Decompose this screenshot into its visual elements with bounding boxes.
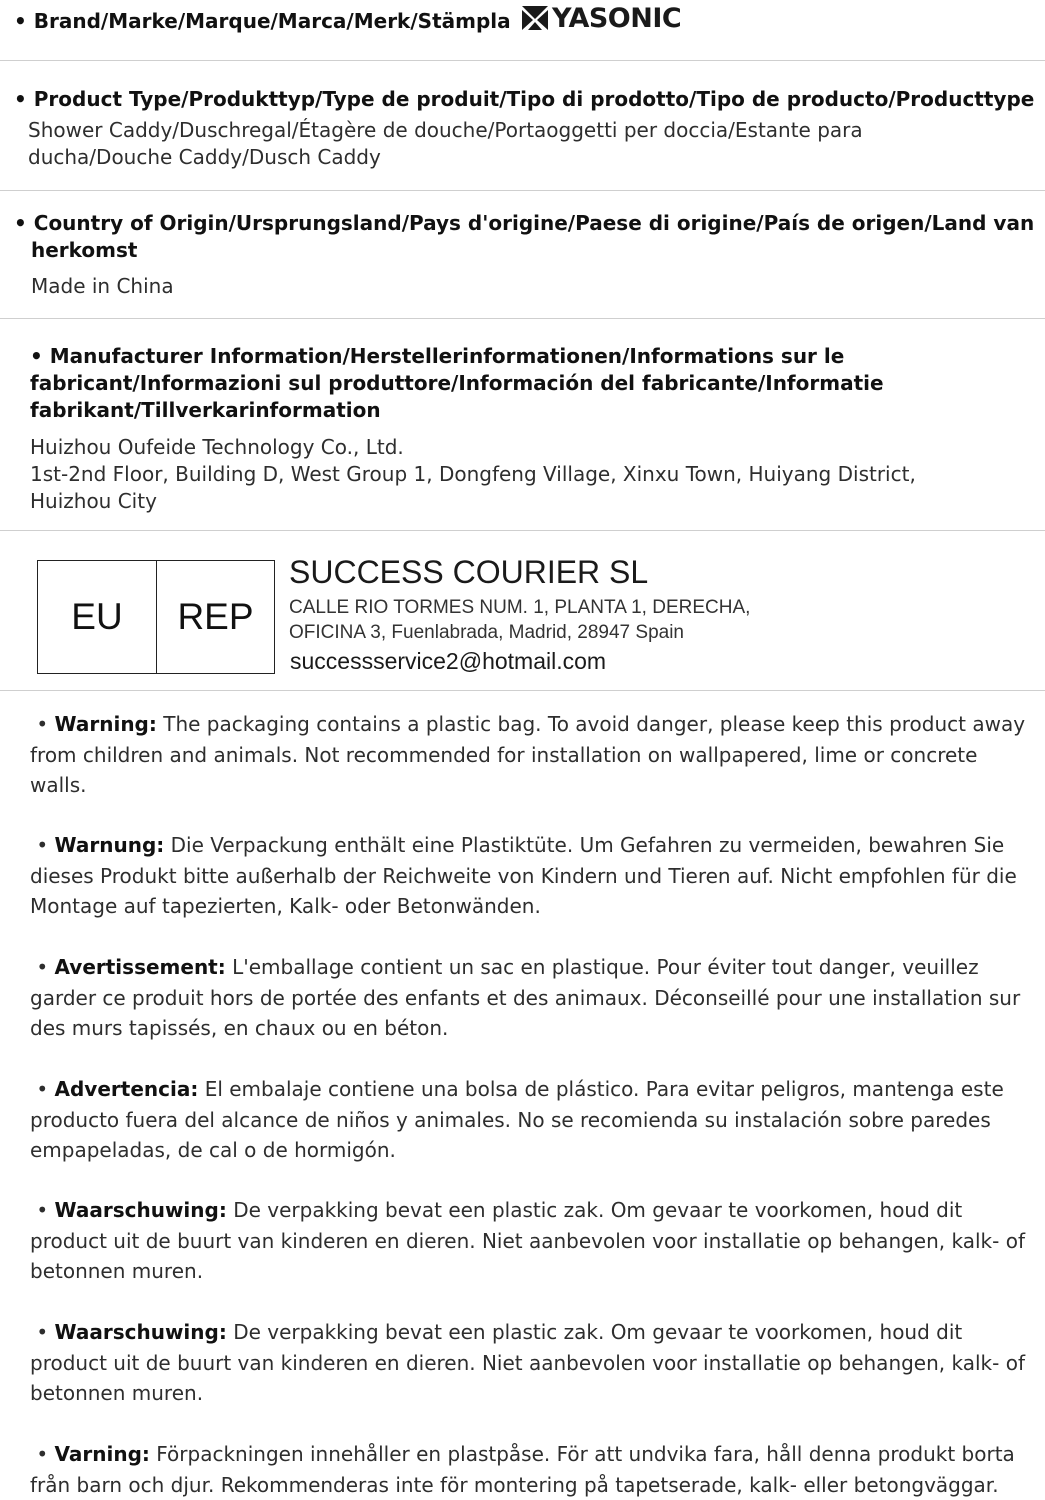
warning-label: Avertissement: [54,955,226,979]
brand-label: Brand/Marke/Marque/Marca/Merk/Stämpla [33,8,511,33]
divider [0,318,1045,319]
warning-es [30,1074,1030,1166]
warning-label: Advertencia: [54,1077,199,1101]
bullet: • [36,1442,49,1466]
manufacturer-address-line1: 1st-2nd Floor, Building D, West Group 1, Dongfeng Village, Xinxu Town, Huiyang District, [30,462,916,486]
eu-rep-address-line2: OFICINA 3, Fuenlabrada, Madrid, 28947 Spain [289,622,685,643]
eu-rep-address-line1: CALLE RIO TORMES NUM. 1, PLANTA 1, DERECHA, [289,597,751,618]
warning-text: De verpakking bevat een plastic zak. Om gevaar te voorkomen, houd dit product uit de buurt van kinderen en dieren. Niet aanbevolen voor installatie op behangen, kalk- of betonnen muren. [30,1198,1025,1283]
bullet: • [36,833,49,857]
bullet: • [36,1077,49,1101]
product-type-label: Product Type/Produkttyp/Type de produit/Tipo di prodotto/Tipo de producto/Producttype [33,87,1035,111]
manufacturer-section [30,343,1045,515]
divider [0,530,1045,531]
warning-nl-repeat [30,1317,1030,1409]
origin-section [14,210,1045,300]
warning-text: De verpakking bevat een plastic zak. Om gevaar te voorkomen, houd dit product uit de buurt van kinderen en dieren. Niet aanbevolen voor installatie op behangen, kalk- of betonnen muren. [30,1320,1025,1405]
warning-text: Die Verpackung enthält eine Plastiktüte. Um Gefahren zu vermeiden, bewahren Sie dieses Produkt bitte außerhalb der Reichweite von Kindern und Tieren auf. Nicht empfohlen für die Montage auf tapezierten, Kalk- oder Betonwänden. [30,833,1017,918]
brand-logo [522,3,681,33]
warning-text: Förpackningen innehåller en plastpåse. För att undvika fara, håll denna produkt borta från barn och djur. Rekommenderas inte för montering på tapetserade, kalk- eller betongväggar. [30,1442,1015,1497]
product-type-section [14,86,1045,171]
manufacturer-name: Huizhou Oufeide Technology Co., Ltd. [30,435,404,459]
warning-label: Varning: [54,1442,150,1466]
warning-label: Warning: [54,712,157,736]
warning-sv [30,1439,1030,1500]
warning-de [30,830,1030,922]
bullet: • [36,1198,49,1222]
warning-label: Waarschuwing: [54,1198,227,1222]
origin-label-line1: Country of Origin/Ursprungsland/Pays d'origine/Paese di origine/País de origen/Land van [33,211,1035,235]
bullet: • [14,8,27,33]
bullet: • [14,211,27,235]
product-type-value-line1: Shower Caddy/Duschregal/Étagère de douche/Portaoggetti per doccia/Estante para [28,118,863,142]
eu-rep-email: successservice2@hotmail.com [290,648,607,674]
warning-label: Waarschuwing: [54,1320,227,1344]
eu-rep-box-right: REP [177,596,254,637]
manufacturer-label-line1: Manufacturer Information/Herstellerinformationen/Informations sur le [49,344,845,368]
warning-fr [30,952,1030,1044]
product-type-value-line2: ducha/Douche Caddy/Dusch Caddy [28,145,381,169]
divider [0,190,1045,191]
eu-rep-company: SUCCESS COURIER SL [289,554,649,590]
eu-rep-box [37,560,275,674]
bullet: • [36,1320,49,1344]
warning-nl [30,1195,1030,1287]
warning-text: L'emballage contient un sac en plastique. Pour éviter tout danger, veuillez garder ce produit hors de portée des enfants et des animaux. Déconseillé pour une installation sur des murs tapissés, en chaux ou en béton. [30,955,1021,1040]
bullet: • [14,87,27,111]
warning-text: The packaging contains a plastic bag. To avoid danger, please keep this product away from children and animals. Not recommended for installation on wallpapered, lime or concrete walls. [30,712,1026,797]
origin-value: Made in China [31,274,174,298]
brand-row [14,4,511,38]
bullet: • [36,712,49,736]
eu-rep-box-left: EU [38,561,157,673]
bullet: • [30,344,43,368]
manufacturer-address-line2: Huizhou City [30,489,157,513]
divider [0,60,1045,61]
warning-label: Warnung: [54,833,165,857]
manufacturer-label-line3: fabrikant/Tillverkarinformation [30,398,381,422]
logo-text: YASONIC [552,2,682,34]
eu-rep-address [289,595,750,645]
divider [0,690,1045,691]
warning-text: El embalaje contiene una bolsa de plástico. Para evitar peligros, mantenga este producto fuera del alcance de niños y animales. No se recomienda su instalación sobre paredes empapeladas, de cal o de hormigón. [30,1077,1004,1162]
warning-en [30,709,1030,801]
yasonic-logo-icon [522,6,548,30]
origin-label-line2: herkomst [31,238,138,262]
manufacturer-label-line2: fabricant/Informazioni sul produttore/Información del fabricante/Informatie [30,371,884,395]
bullet: • [36,955,49,979]
